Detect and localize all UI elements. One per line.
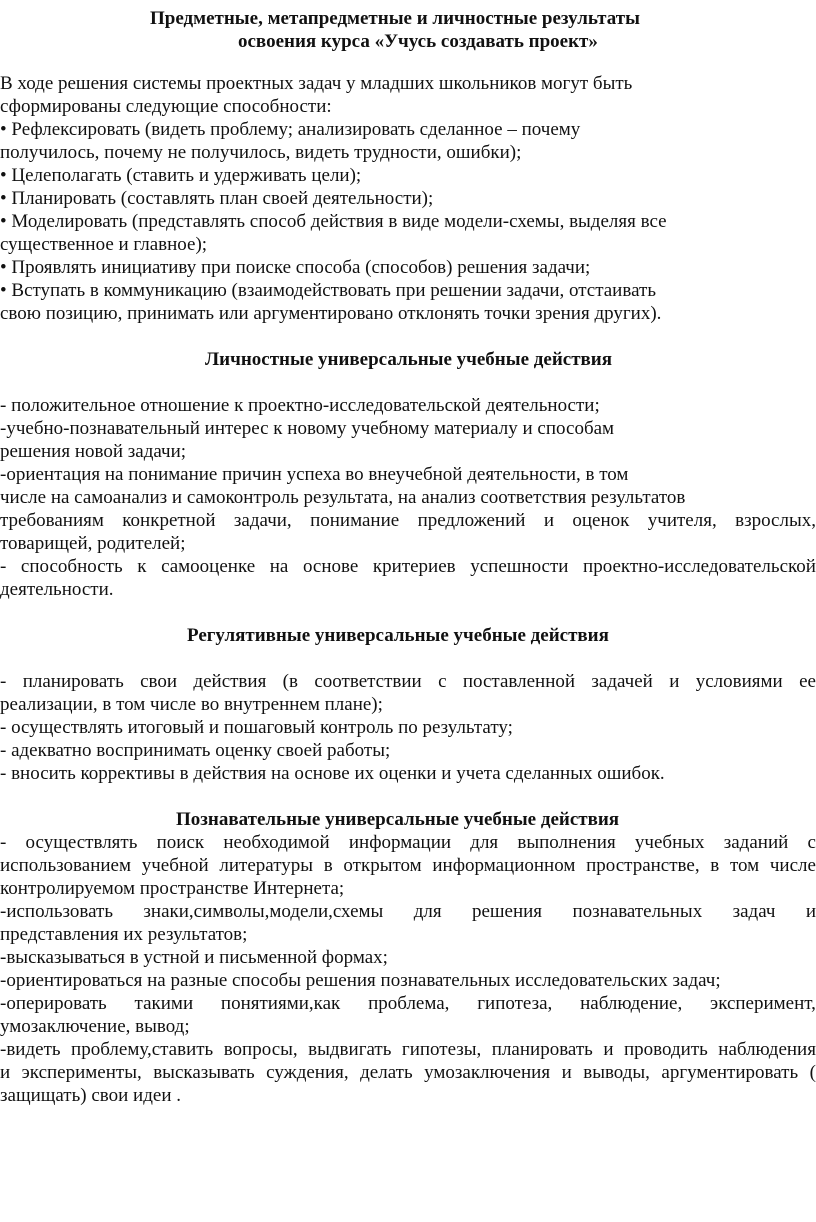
personal-item: решения новой задачи; — [0, 441, 187, 462]
cognitive-item: и эксперименты, высказывать суждения, делать умозаключения и выводы, аргументировать ( — [0, 1062, 816, 1083]
ability-item: • Рефлексировать (видеть проблему; анализировать сделанное – почему — [0, 119, 581, 140]
personal-item: деятельности. — [0, 579, 114, 600]
cognitive-item: представления их результатов; — [0, 924, 248, 945]
cognitive-item: -использовать знаки,символы,модели,схемы для решения познавательных задач и — [0, 901, 816, 922]
document-title-line-1: Предметные, метапредметные и личностные результаты — [150, 8, 640, 29]
cognitive-item: - осуществлять поиск необходимой информации для выполнения учебных заданий с — [0, 832, 816, 853]
ability-item: • Проявлять инициативу при поиске способа (способов) решения задачи; — [0, 257, 591, 278]
cognitive-item: использованием учебной литературы в открытом информационном пространстве, в том числе — [0, 855, 816, 876]
section-heading-personal: Личностные универсальные учебные действия — [205, 349, 613, 370]
ability-item: • Планировать (составлять план своей деятельности); — [0, 188, 434, 209]
ability-item: • Моделировать (представлять способ действия в виде модели-схемы, выделяя все — [0, 211, 667, 232]
personal-item: -ориентация на понимание причин успеха во внеучебной деятельности, в том — [0, 464, 629, 485]
cognitive-item: контролируемом пространстве Интернета; — [0, 878, 345, 899]
document-title-line-2: освоения курса «Учусь создавать проект» — [238, 31, 598, 52]
personal-item: товарищей, родителей; — [0, 533, 186, 554]
cognitive-item: -ориентироваться на разные способы решения познавательных исследовательских задач; — [0, 970, 721, 991]
regulatory-item: реализации, в том числе во внутреннем плане); — [0, 694, 383, 715]
cognitive-item: умозаключение, вывод; — [0, 1016, 190, 1037]
cognitive-item: -высказываться в устной и письменной формах; — [0, 947, 388, 968]
regulatory-item: - осуществлять итоговый и пошаговый контроль по результату; — [0, 717, 513, 738]
ability-item: • Вступать в коммуникацию (взаимодействовать при решении задачи, отстаивать — [0, 280, 656, 301]
regulatory-item: - адекватно воспринимать оценку своей работы; — [0, 740, 391, 761]
ability-item-continuation: получилось, почему не получилось, видеть трудности, ошибки); — [0, 142, 522, 163]
personal-item: - положительное отношение к проектно-исследовательской деятельности; — [0, 395, 600, 416]
section-heading-cognitive: Познавательные универсальные учебные действия — [176, 809, 620, 830]
personal-item: требованиям конкретной задачи, понимание предложений и оценок учителя, взрослых, — [0, 510, 816, 531]
cognitive-item: -видеть проблему,ставить вопросы, выдвигать гипотезы, планировать и проводить наблюдения — [0, 1039, 816, 1060]
intro-line: сформированы следующие способности: — [0, 96, 332, 117]
ability-item: • Целеполагать (ставить и удерживать цели); — [0, 165, 362, 186]
personal-item: - способность к самооценке на основе критериев успешности проектно-исследовательской — [0, 556, 816, 577]
regulatory-item: - вносить коррективы в действия на основе их оценки и учета сделанных ошибок. — [0, 763, 665, 784]
personal-item: числе на самоанализ и самоконтроль результата, на анализ соответствия результатов — [0, 487, 686, 508]
personal-item: -учебно-познавательный интерес к новому учебному материалу и способам — [0, 418, 615, 439]
section-heading-regulatory: Регулятивные универсальные учебные действия — [187, 625, 609, 646]
cognitive-item: защищать) свои идеи . — [0, 1085, 181, 1106]
intro-line: В ходе решения системы проектных задач у младших школьников могут быть — [0, 73, 633, 94]
cognitive-item: -оперировать такими понятиями,как проблема, гипотеза, наблюдение, эксперимент, — [0, 993, 816, 1014]
regulatory-item: - планировать свои действия (в соответствии с поставленной задачей и условиями ее — [0, 671, 816, 692]
ability-item-continuation: свою позицию, принимать или аргументировано отклонять точки зрения других). — [0, 303, 662, 324]
ability-item-continuation: существенное и главное); — [0, 234, 208, 255]
